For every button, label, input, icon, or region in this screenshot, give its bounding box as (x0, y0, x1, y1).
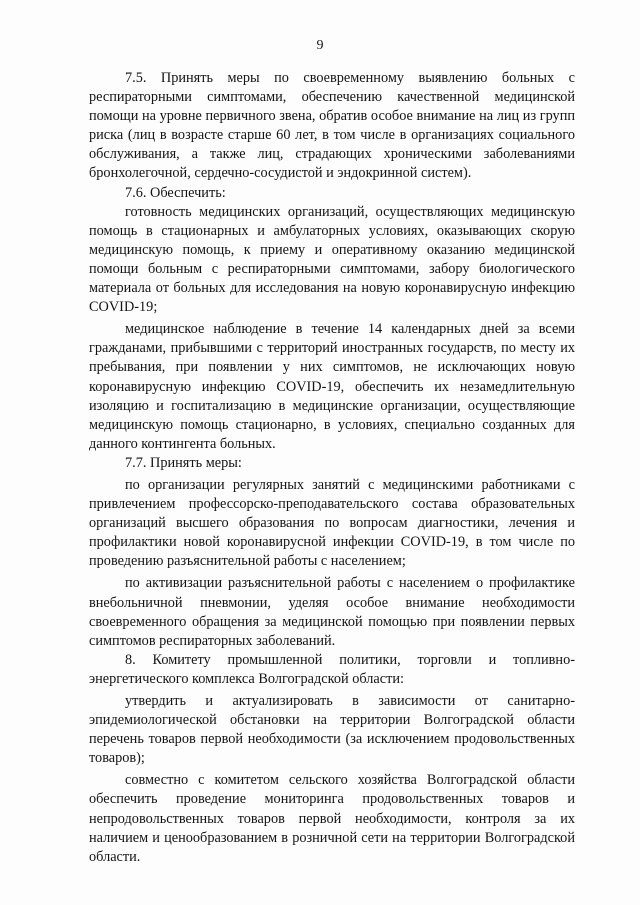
paragraph-8-heading: 8. Комитету промышленной политики, торговли и топливно-энергетического комплекса Волгоградской области: (89, 651, 575, 687)
paragraph-8-goods-list: утвердить и актуализировать в зависимости от санитарно-эпидемиологической обстановки на территории Волгоградской области перечень товаров первой необходимости (за исключением продовольственных товаров); (89, 693, 575, 767)
paragraph-8-monitoring: совместно с комитетом сельского хозяйства Волгоградской области обеспечить проведение мониторинга продовольственных товаров и непродовольственных товаров первой необходимости, контроля за их наличием и ценообразованием в розничной сети на территории Волгоградской области. (89, 772, 575, 865)
document-body (89, 69, 575, 867)
paragraph-7-7-training: по организации регулярных занятий с медицинскими работниками с привлечением профессорско-преподавательского состава образовательных организаций высшего образования по вопросам диагностики, лечения и профилактики новой коронавирусной инфекции COVID-19, в том числе по проведению разъяснительной работы с населением; (89, 476, 575, 570)
paragraph-7-6-heading: 7.6. Обеспечить: (125, 184, 226, 201)
page-number: 9 (316, 38, 324, 53)
paragraph-7-5: 7.5. Принять меры по своевременному выявлению больных с респираторными симптомами, обеспечению качественной медицинской помощи на уровне первичного звена, обратив особое внимание на лиц из групп риска (лиц в возрасте старше 60 лет, в том числе в организациях социального обслуживания, а также лиц, страдающих хроническими заболеваниями бронхолегочной, сердечно-сосудистой и эндокринной систем). (89, 70, 575, 182)
paragraph-7-6-observation: медицинское наблюдение в течение 14 календарных дней за всеми гражданами, прибывшими с территорий иностранных государств, по месту их пребывания, при появлении у них симптомов, не исключающих новую коронавирусную инфекцию COVID-19, обеспечить их незамедлительную изоляцию и госпитализацию в медицинские организации, осуществляющие медицинскую помощь стационарно, в условиях, специально созданных для данного контингента больных. (89, 321, 575, 452)
paragraph-7-7-outreach: по активизации разъяснительной работы с населением о профилактике внебольничной пневмонии, уделяя особое внимание необходимости своевременного обращения за медицинской помощью при появлении первых симптомов респираторных заболеваний. (89, 575, 575, 649)
paragraph-7-6-readiness: готовность медицинских организаций, осуществляющих медицинскую помощь в стационарных и амбулаторных условиях, оказывающих скорую медицинскую помощь, к приему и оперативному оказанию медицинской помощи больным с респираторными симптомами, забору биологического материала от больных для исследования на новую коронавирусную инфекцию COVID-19; (89, 203, 575, 316)
paragraph-7-7-heading: 7.7. Принять меры: (125, 454, 242, 471)
